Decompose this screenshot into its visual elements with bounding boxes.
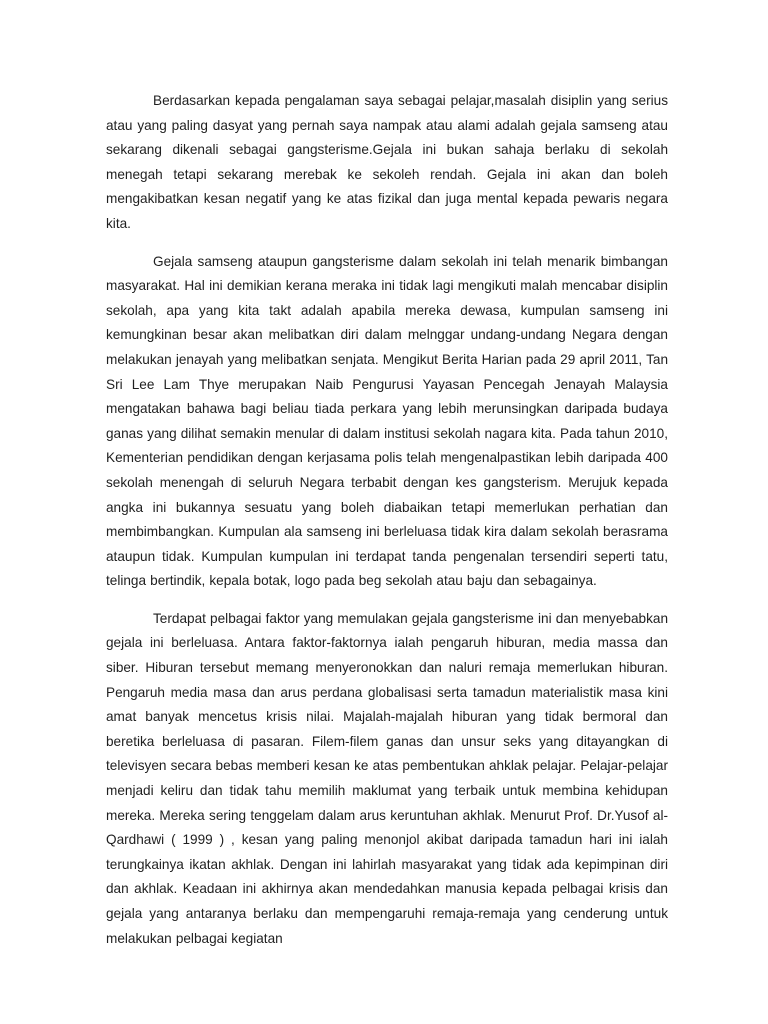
paragraph-2: Gejala samseng ataupun gangsterisme dalam sekolah ini telah menarik bimbangan masyarakat. Hal ini demikian kerana meraka ini tidak lagi mengikuti malah mencabar disiplin sekolah, apa yang kita takt adalah apabila mereka dewasa, kumpulan samseng ini kemungkinan besar akan melibatkan diri dalam melnggar undang-undang Negara dengan melakukan jenayah yang melibatkan senjata. Mengikut Berita Harian pada 29 april 2011, Tan Sri Lee Lam Thye merupakan Naib Pengurusi Yayasan Pencegah Jenayah Malaysia mengatakan bahawa bagi beliau tiada perkara yang lebih merunsingkan daripada budaya ganas yang dilihat semakin menular di dalam institusi sekolah nagara kita. Pada tahun 2010, Kementerian pendidikan dengan kerjasama polis telah mengenalpastikan lebih daripada 400 sekolah menengah di seluruh Negara terbabit dengan kes gangsterism. Merujuk kepada angka ini bukannya sesuatu yang boleh diabaikan tetapi memerlukan perhatian dan membimbangkan. Kumpulan ala samseng ini berleluasa tidak kira dalam sekolah berasrama ataupun tidak. Kumpulan kumpulan ini terdapat tanda pengenalan tersendiri seperti tatu, telinga bertindik, kepala botak, logo pada beg sekolah atau baju dan sebagainya.: [106, 253, 668, 589]
paragraph-1: Berdasarkan kepada pengalaman saya sebagai pelajar,masalah disiplin yang serius atau yang paling dasyat yang pernah saya nampak atau alami adalah gejala samseng atau sekarang dikenali sebagai gangsterisme.Gejala ini bukan sahaja berlaku di sekolah menegah tetapi sekarang merebak ke sekoleh rendah. Gejala ini akan dan boleh mengakibatkan kesan negatif yang ke atas fizikal dan juga mental kepada pewaris negara kita.: [106, 93, 668, 231]
document-body: [106, 89, 668, 964]
paragraph-3: Terdapat pelbagai faktor yang memulakan gejala gangsterisme ini dan menyebabkan gejala ini berleluasa. Antara faktor-faktornya ialah pengaruh hiburan, media massa dan siber. Hiburan tersebut memang menyeronokkan dan naluri remaja memerlukan hiburan. Pengaruh media masa dan arus perdana globalisasi serta tamadun materialistik masa kini amat banyak mencetus krisis nilai. Majalah-majalah hiburan yang tidak bermoral dan beretika berleluasa di pasaran. Filem-filem ganas dan unsur seks yang ditayangkan di televisyen secara bebas memberi kesan ke atas pembentukan ahklak pelajar. Pelajar-pelajar menjadi keliru dan tidak tahu memilih maklumat yang terbaik untuk membina kehidupan mereka. Mereka sering tenggelam dalam arus keruntuhan akhlak. Menurut Prof. Dr.Yusof al-Qardhawi ( 1999 ) , kesan yang paling menonjol akibat daripada tamadun hari ini ialah terungkainya ikatan akhlak. Dengan ini lahirlah masyarakat yang tidak ada kepimpinan diri dan akhlak. Keadaan ini akhirnya akan mendedahkan manusia kepada pelbagai krisis dan gejala yang antaranya berlaku dan mempengaruhi remaja-remaja yang cenderung untuk melakukan pelbagai kegiatan: [106, 610, 668, 946]
